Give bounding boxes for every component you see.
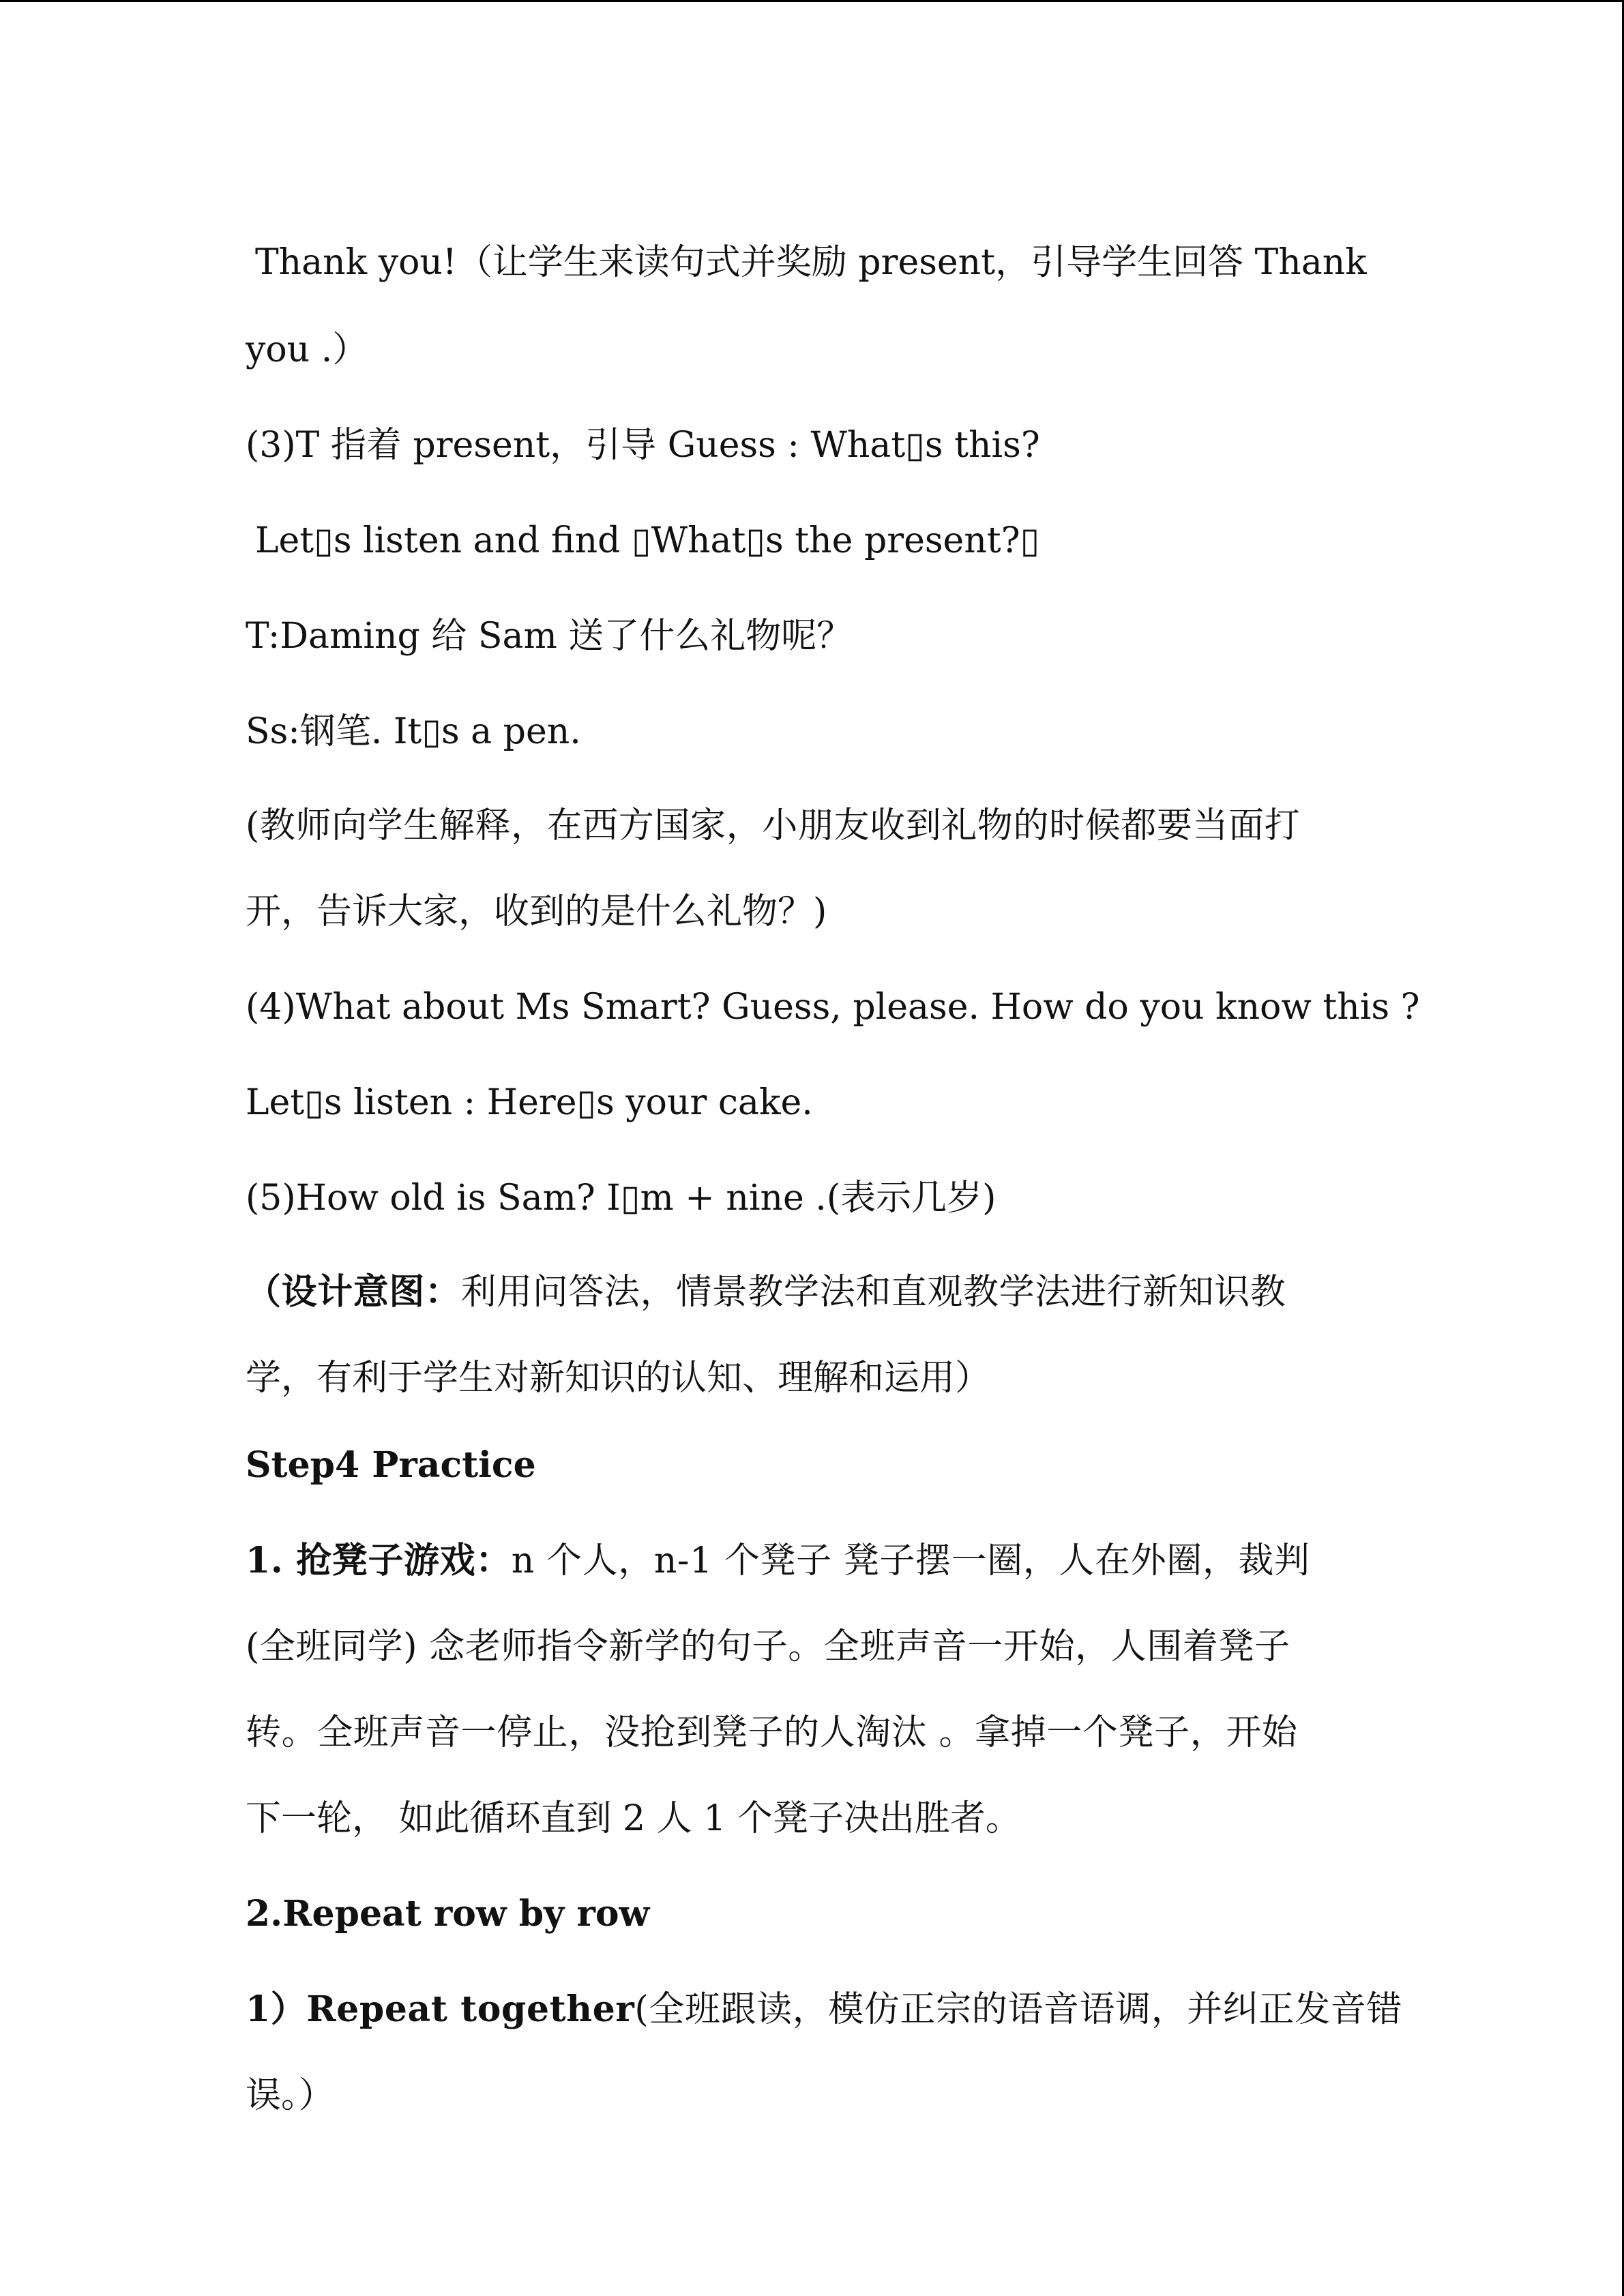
game-line-1	[246, 1537, 1310, 1585]
text-line-9: (4)What about Ms Smart? Guess, please. How do you know this ?	[246, 987, 1420, 1028]
text-line-3: (3)T 指着 present，引导 Guess : What▯s this?	[246, 425, 1040, 466]
text-line-10: Let▯s listen : Here▯s your cake.	[246, 1082, 813, 1123]
text-line-11: (5)How old is Sam? I▯m + nine .(表示几岁)	[246, 1178, 996, 1219]
step4-heading: Step4 Practice	[246, 1444, 536, 1486]
text-line-6: Ss:钢笔. It▯s a pen.	[246, 711, 581, 752]
text-line-4: Let▯s listen and find ▯What▯s the present?▯	[255, 520, 1040, 561]
text-line-5: T:Daming 给 Sam 送了什么礼物呢？	[246, 616, 853, 657]
text-line-8: 开，告诉大家，收到的是什么礼物？)	[246, 891, 827, 932]
game-text: n 个人，n-1 个凳子 凳子摆一圈，人在外圈，裁判	[511, 1540, 1310, 1581]
repeat-together-label: 1）Repeat together	[246, 1988, 635, 2030]
game-line-3: 转。全班声音一停止，没抢到凳子的人淘汰 。拿掉一个凳子，开始	[246, 1712, 1298, 1753]
repeat-together-text: (全班跟读，模仿正宗的语音语调，并纠正发音错	[634, 1989, 1402, 2030]
game-line-4: 下一轮， 如此循环直到 2 人 1 个凳子决出胜者。	[246, 1798, 1021, 1839]
text-line-2: you .）	[246, 329, 368, 370]
design-intent-line-2: 学，有利于学生对新知识的认知、理解和运用）	[246, 1358, 991, 1399]
design-intent-line-1	[246, 1268, 1286, 1316]
game-title: 1. 抢凳子游戏：	[246, 1540, 512, 1581]
repeat-line-2: 误。）	[246, 2075, 335, 2116]
repeat-heading: 2.Repeat row by row	[246, 1893, 650, 1935]
design-intent-label: （设计意图：	[246, 1271, 461, 1313]
repeat-line-1	[246, 1986, 1402, 2033]
text-line-7: (教师向学生解释，在西方国家，小朋友收到礼物的时候都要当面打	[246, 805, 1301, 846]
game-line-2: (全班同学) 念老师指令新学的句子。全班声音一开始，人围着凳子	[246, 1626, 1290, 1667]
design-intent-text: 利用问答法，情景教学法和直观教学法进行新知识教	[460, 1272, 1286, 1313]
text-line-1: Thank you!（让学生来读句式并奖励 present，引导学生回答 Thank	[255, 242, 1367, 283]
